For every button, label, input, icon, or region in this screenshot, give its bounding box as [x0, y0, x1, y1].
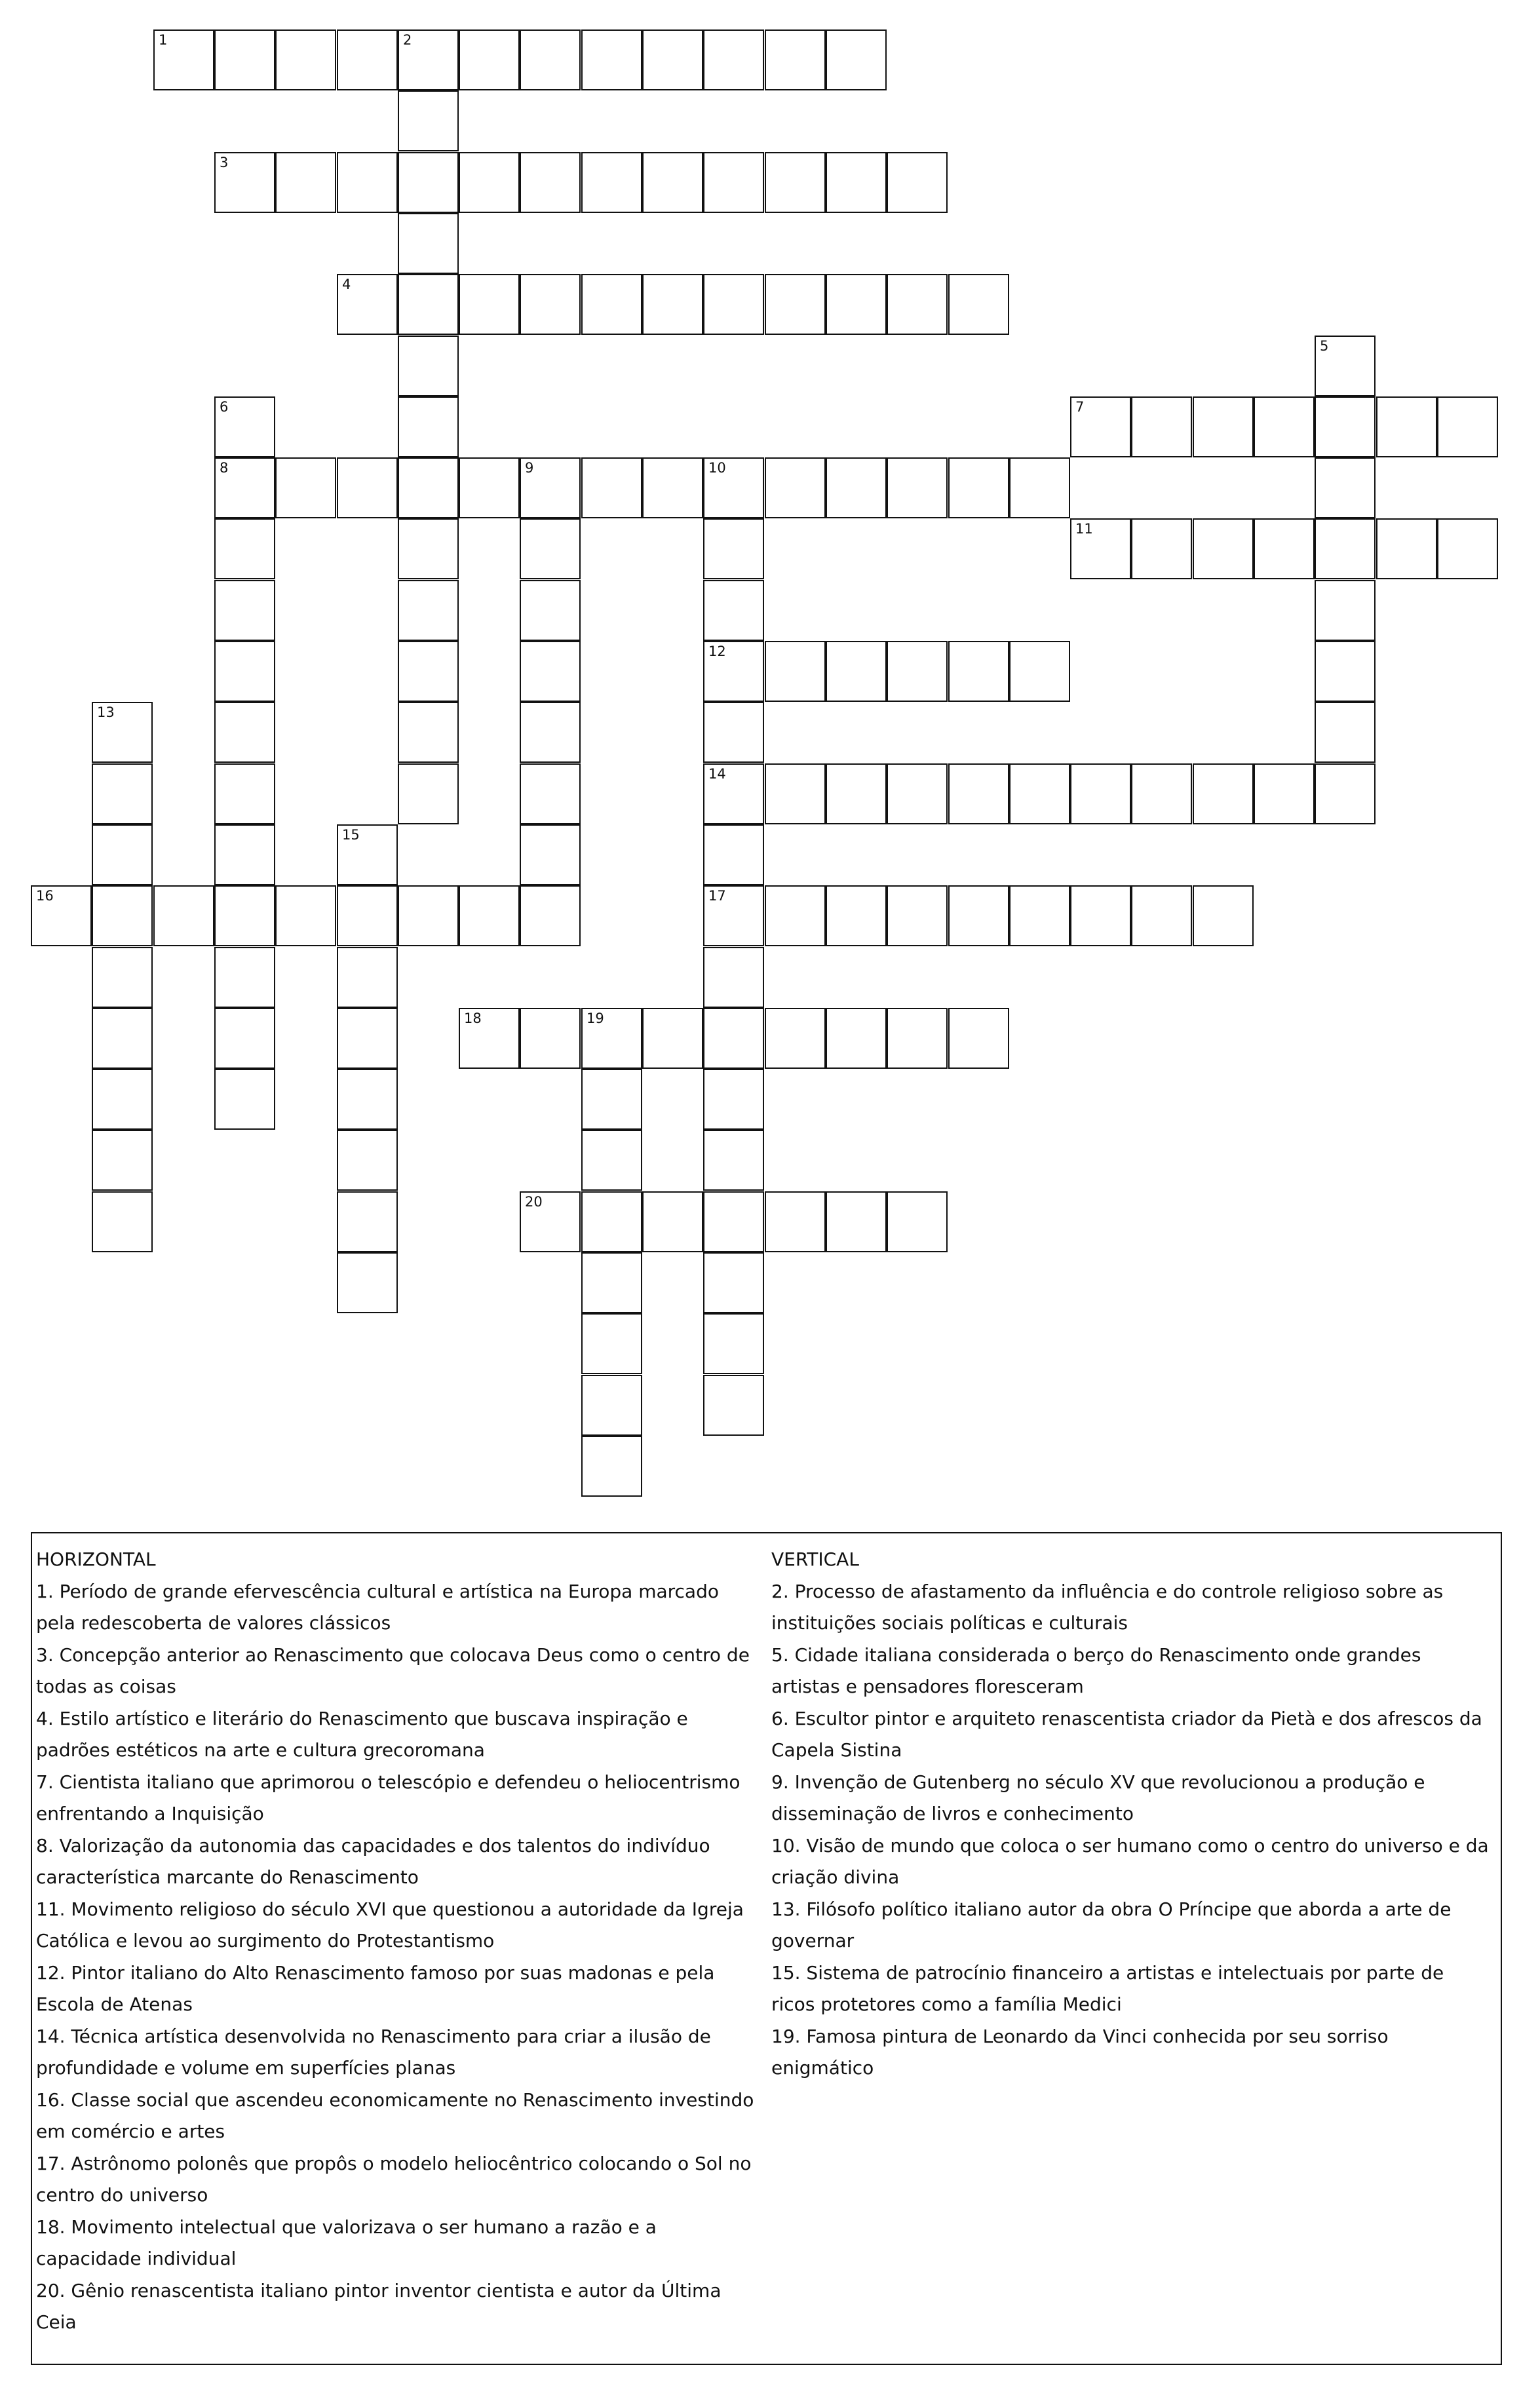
crossword-cell[interactable]	[337, 885, 398, 946]
clue-h-14: 14. Técnica artística desenvolvida no Renascimento para criar a ilusão de profundidade e volume em superfícies planas	[36, 2025, 711, 2079]
crossword-cell[interactable]	[275, 152, 336, 213]
crossword-cell[interactable]	[581, 1069, 642, 1130]
crossword-cell[interactable]	[826, 763, 887, 824]
crossword-cell[interactable]	[398, 885, 459, 946]
crossword-cell[interactable]	[214, 947, 275, 1008]
crossword-cell[interactable]	[92, 1069, 153, 1130]
crossword-cell[interactable]	[826, 29, 887, 90]
crossword-cell[interactable]	[214, 1069, 275, 1130]
cell-number: 11	[1075, 521, 1093, 537]
crossword-cell[interactable]	[581, 1130, 642, 1191]
crossword-cell[interactable]	[214, 824, 275, 885]
cell-number: 10	[708, 460, 726, 476]
crossword-cell[interactable]	[887, 457, 948, 518]
crossword-cell[interactable]	[520, 885, 581, 946]
crossword-cell[interactable]	[642, 457, 703, 518]
crossword-cell[interactable]	[337, 152, 398, 213]
crossword-cell[interactable]	[581, 1191, 642, 1252]
crossword-cell[interactable]	[398, 641, 459, 702]
cell-number: 14	[708, 766, 726, 782]
crossword-cell[interactable]	[398, 213, 459, 274]
clue-h-4: 4. Estilo artístico e literário do Renascimento que buscava inspiração e padrões estéticos na arte e cultura grecoromana	[36, 1707, 688, 1761]
crossword-cell[interactable]	[765, 1008, 826, 1069]
crossword-cell[interactable]	[1437, 396, 1498, 457]
crossword-cell[interactable]	[398, 29, 459, 90]
crossword-cell[interactable]	[398, 152, 459, 213]
crossword-cell[interactable]	[1009, 641, 1070, 702]
cell-number: 7	[1075, 399, 1085, 415]
crossword-cell[interactable]	[948, 763, 1009, 824]
crossword-cell[interactable]	[1070, 885, 1131, 946]
crossword-cell[interactable]	[398, 396, 459, 457]
crossword-cell[interactable]	[459, 29, 520, 90]
cell-number: 20	[525, 1194, 543, 1210]
crossword-cell[interactable]	[1315, 457, 1376, 518]
clues-box	[31, 1532, 1502, 2365]
crossword-cell[interactable]	[765, 641, 826, 702]
crossword-cell[interactable]	[703, 274, 764, 335]
crossword-cell[interactable]	[398, 274, 459, 335]
crossword-cell[interactable]	[1376, 518, 1437, 579]
crossword-cell[interactable]	[1009, 885, 1070, 946]
crossword-cell[interactable]	[520, 824, 581, 885]
crossword-cell[interactable]	[642, 29, 703, 90]
crossword-cell[interactable]	[1315, 580, 1376, 641]
crossword-cell[interactable]	[703, 29, 764, 90]
crossword-cell[interactable]	[1009, 457, 1070, 518]
crossword-cell[interactable]	[1131, 518, 1192, 579]
crossword-cell[interactable]	[581, 1313, 642, 1374]
crossword-cell[interactable]	[765, 1191, 826, 1252]
crossword-cell[interactable]	[520, 457, 581, 518]
crossword-cell[interactable]	[581, 457, 642, 518]
crossword-cell[interactable]	[1315, 336, 1376, 396]
crossword-cell[interactable]	[520, 1191, 581, 1252]
crossword-cell[interactable]	[1193, 763, 1254, 824]
crossword-cell[interactable]	[581, 1375, 642, 1436]
crossword-cell[interactable]	[703, 1375, 764, 1436]
crossword-cell[interactable]	[887, 1191, 948, 1252]
crossword-cell[interactable]	[337, 947, 398, 1008]
crossword-cell[interactable]	[1315, 396, 1376, 457]
crossword-cell[interactable]	[520, 152, 581, 213]
crossword-cell[interactable]	[1376, 396, 1437, 457]
crossword-cell[interactable]	[765, 763, 826, 824]
crossword-cell[interactable]	[214, 1008, 275, 1069]
crossword-cell[interactable]	[398, 457, 459, 518]
crossword-cell[interactable]	[520, 702, 581, 763]
cell-number: 1	[159, 32, 168, 48]
crossword-cell[interactable]	[1070, 396, 1131, 457]
crossword-cell[interactable]	[459, 885, 520, 946]
clue-h-16: 16. Classe social que ascendeu economicamente no Renascimento investindo em comércio e artes	[36, 2088, 754, 2142]
crossword-cell[interactable]	[703, 702, 764, 763]
crossword-cell[interactable]	[642, 274, 703, 335]
crossword-cell[interactable]	[1193, 885, 1254, 946]
clue-v-13: 13. Filósofo político italiano autor da obra O Príncipe que aborda a arte de governar	[771, 1898, 1452, 1951]
crossword-cell[interactable]	[703, 152, 764, 213]
crossword-cell[interactable]	[398, 580, 459, 641]
clue-v-2: 2. Processo de afastamento da influência e do controle religioso sobre as instituições sociais políticas e culturais	[771, 1580, 1444, 1634]
crossword-cell[interactable]	[1254, 763, 1315, 824]
cell-number: 9	[525, 460, 534, 476]
crossword-cell[interactable]	[703, 580, 764, 641]
crossword-cell[interactable]	[1315, 641, 1376, 702]
cell-number: 4	[342, 277, 351, 292]
crossword-cell[interactable]	[703, 1191, 764, 1252]
crossword-cell[interactable]	[642, 1191, 703, 1252]
crossword-cell[interactable]	[1193, 518, 1254, 579]
crossword-cell[interactable]	[275, 885, 336, 946]
crossword-cell[interactable]	[1131, 396, 1192, 457]
clue-v-9: 9. Invenção de Gutenberg no século XV que revolucionou a produção e disseminação de livros e conhecimento	[771, 1771, 1425, 1824]
crossword-cell[interactable]	[765, 885, 826, 946]
cell-number: 19	[587, 1010, 604, 1026]
clue-h-1: 1. Período de grande efervescência cultural e artística na Europa marcado pela redescoberta de valores clássicos	[36, 1580, 719, 1634]
crossword-cell[interactable]	[92, 763, 153, 824]
crossword-cell[interactable]	[948, 274, 1009, 335]
crossword-cell[interactable]	[337, 1130, 398, 1191]
crossword-cell[interactable]	[887, 1008, 948, 1069]
crossword-cell[interactable]	[520, 274, 581, 335]
crossword-cell[interactable]	[703, 641, 764, 702]
crossword-cell[interactable]	[214, 702, 275, 763]
crossword-cell[interactable]	[1009, 763, 1070, 824]
cell-number: 13	[97, 704, 115, 720]
crossword-cell[interactable]	[887, 152, 948, 213]
crossword-cell[interactable]	[826, 274, 887, 335]
cell-number: 6	[220, 399, 229, 415]
crossword-cell[interactable]	[214, 152, 275, 213]
cell-number: 12	[708, 644, 726, 659]
clue-h-11: 11. Movimento religioso do século XVI que questionou a autoridade da Igreja Católica e levou ao surgimento do Protestantismo	[36, 1898, 744, 1951]
crossword-cell[interactable]	[887, 763, 948, 824]
crossword-cell[interactable]	[1131, 885, 1192, 946]
crossword-cell[interactable]	[703, 763, 764, 824]
clue-h-17: 17. Astrônomo polonês que propôs o modelo heliocêntrico colocando o Sol no centro do universo	[36, 2152, 752, 2206]
crossword-cell[interactable]	[826, 885, 887, 946]
crossword-cell[interactable]	[337, 1252, 398, 1313]
crossword-cell[interactable]	[703, 1252, 764, 1313]
crossword-cell[interactable]	[581, 29, 642, 90]
clue-h-20: 20. Gênio renascentista italiano pintor inventor cientista e autor da Última Ceia	[36, 2279, 722, 2333]
crossword-cell[interactable]	[275, 29, 336, 90]
crossword-cell[interactable]	[826, 457, 887, 518]
crossword-cell[interactable]	[581, 1436, 642, 1497]
crossword-cell[interactable]	[31, 885, 92, 946]
crossword-cell[interactable]	[826, 641, 887, 702]
crossword-cell[interactable]	[1315, 702, 1376, 763]
crossword-cell[interactable]	[703, 885, 764, 946]
crossword-cell[interactable]	[642, 152, 703, 213]
crossword-cell[interactable]	[948, 641, 1009, 702]
crossword-cell[interactable]	[214, 396, 275, 457]
vertical-heading: VERTICAL	[771, 1548, 859, 1570]
crossword-cell[interactable]	[459, 152, 520, 213]
crossword-cell[interactable]	[520, 518, 581, 579]
crossword-cell[interactable]	[520, 641, 581, 702]
crossword-cell[interactable]	[1254, 518, 1315, 579]
crossword-cell[interactable]	[520, 29, 581, 90]
crossword-cell[interactable]	[765, 274, 826, 335]
crossword-cell[interactable]	[153, 29, 214, 90]
crossword-cell[interactable]	[337, 29, 398, 90]
crossword-cell[interactable]	[520, 580, 581, 641]
crossword-cell[interactable]	[1070, 763, 1131, 824]
crossword-cell[interactable]	[214, 885, 275, 946]
crossword-cell[interactable]	[581, 274, 642, 335]
crossword-cell[interactable]	[459, 457, 520, 518]
crossword-cell[interactable]	[214, 457, 275, 518]
crossword-cell[interactable]	[1070, 518, 1131, 579]
crossword-cell[interactable]	[826, 152, 887, 213]
crossword-cell[interactable]	[92, 885, 153, 946]
crossword-cell[interactable]	[581, 152, 642, 213]
crossword-cell[interactable]	[765, 152, 826, 213]
crossword-cell[interactable]	[214, 641, 275, 702]
crossword-cell[interactable]	[887, 274, 948, 335]
crossword-cell[interactable]	[948, 1008, 1009, 1069]
crossword-cell[interactable]	[92, 702, 153, 763]
horizontal-heading: HORIZONTAL	[36, 1548, 156, 1570]
crossword-cell[interactable]	[1131, 763, 1192, 824]
crossword-cell[interactable]	[1315, 763, 1376, 824]
crossword-cell[interactable]	[92, 824, 153, 885]
clue-h-8: 8. Valorização da autonomia das capacidades e dos talentos do indivíduo característica marcante do Renascimento	[36, 1834, 710, 1888]
cell-number: 16	[36, 888, 54, 904]
clue-v-10: 10. Visão de mundo que coloca o ser humano como o centro do universo e da criação divina	[771, 1834, 1489, 1888]
crossword-cell[interactable]	[703, 1313, 764, 1374]
clue-v-5: 5. Cidade italiana considerada o berço do Renascimento onde grandes artistas e pensadores floresceram	[771, 1644, 1421, 1697]
crossword-cell[interactable]	[1193, 396, 1254, 457]
crossword-cell[interactable]	[948, 457, 1009, 518]
crossword-cell[interactable]	[1254, 396, 1315, 457]
crossword-cell[interactable]	[337, 1191, 398, 1252]
crossword-cell[interactable]	[92, 1008, 153, 1069]
crossword-cell[interactable]	[337, 824, 398, 885]
crossword-cell[interactable]	[214, 518, 275, 579]
crossword-cell[interactable]	[703, 1008, 764, 1069]
crossword-cell[interactable]	[337, 274, 398, 335]
crossword-cell[interactable]	[703, 518, 764, 579]
crossword-cell[interactable]	[214, 580, 275, 641]
crossword-cell[interactable]	[703, 824, 764, 885]
cell-number: 18	[464, 1010, 482, 1026]
clue-h-3: 3. Concepção anterior ao Renascimento que colocava Deus como o centro de todas as coisas	[36, 1644, 750, 1697]
crossword-cell[interactable]	[703, 1069, 764, 1130]
crossword-cell[interactable]	[459, 274, 520, 335]
clue-v-6: 6. Escultor pintor e arquiteto renascentista criador da Pietà e dos afrescos da Capela Sistina	[771, 1707, 1482, 1761]
crossword-cell[interactable]	[92, 1130, 153, 1191]
crossword-cell[interactable]	[214, 763, 275, 824]
crossword-cell[interactable]	[1315, 518, 1376, 579]
cell-number: 2	[403, 32, 412, 48]
crossword-cell[interactable]	[887, 641, 948, 702]
crossword-cell[interactable]	[642, 1008, 703, 1069]
crossword-cell[interactable]	[92, 947, 153, 1008]
crossword-cell[interactable]	[337, 1069, 398, 1130]
crossword-cell[interactable]	[581, 1008, 642, 1069]
crossword-cell[interactable]	[826, 1008, 887, 1069]
horizontal-clues	[36, 1544, 763, 2339]
clue-h-7: 7. Cientista italiano que aprimorou o telescópio e defendeu o heliocentrismo enfrentando a Inquisição	[36, 1771, 741, 1824]
clue-h-12: 12. Pintor italiano do Alto Renascimento famoso por suas madonas e pela Escola de Atenas	[36, 1961, 715, 2015]
crossword-cell[interactable]	[398, 763, 459, 824]
crossword-cell[interactable]	[1437, 518, 1498, 579]
cell-number: 3	[220, 155, 229, 170]
crossword-cell[interactable]	[398, 90, 459, 151]
crossword-cell[interactable]	[765, 29, 826, 90]
crossword-cell[interactable]	[337, 1008, 398, 1069]
crossword-cell[interactable]	[153, 885, 214, 946]
clue-h-18: 18. Movimento intelectual que valorizava o ser humano a razão e a capacidade individual	[36, 2216, 657, 2269]
vertical-clues	[771, 1544, 1492, 2085]
crossword-cell[interactable]	[887, 885, 948, 946]
crossword-cell[interactable]	[520, 763, 581, 824]
crossword-cell[interactable]	[398, 518, 459, 579]
clue-v-19: 19. Famosa pintura de Leonardo da Vinci conhecida por seu sorriso enigmático	[771, 2025, 1389, 2079]
crossword-cell[interactable]	[398, 702, 459, 763]
crossword-cell[interactable]	[275, 457, 336, 518]
crossword-cell[interactable]	[826, 1191, 887, 1252]
crossword-cell[interactable]	[948, 885, 1009, 946]
crossword-cell[interactable]	[520, 1008, 581, 1069]
crossword-cell[interactable]	[765, 457, 826, 518]
crossword-cell[interactable]	[703, 1130, 764, 1191]
cell-number: 5	[1320, 338, 1329, 354]
crossword-cell[interactable]	[581, 1252, 642, 1313]
cell-number: 17	[708, 888, 726, 904]
crossword-cell[interactable]	[337, 457, 398, 518]
crossword-cell[interactable]	[398, 336, 459, 396]
crossword-cell[interactable]	[92, 1191, 153, 1252]
clue-v-15: 15. Sistema de patrocínio financeiro a artistas e intelectuais por parte de ricos protetores como a família Medici	[771, 1961, 1444, 2015]
crossword-cell[interactable]	[214, 29, 275, 90]
crossword-cell[interactable]	[459, 1008, 520, 1069]
cell-number: 8	[220, 460, 229, 476]
crossword-cell[interactable]	[703, 947, 764, 1008]
crossword-cell[interactable]	[703, 457, 764, 518]
cell-number: 15	[342, 827, 360, 843]
